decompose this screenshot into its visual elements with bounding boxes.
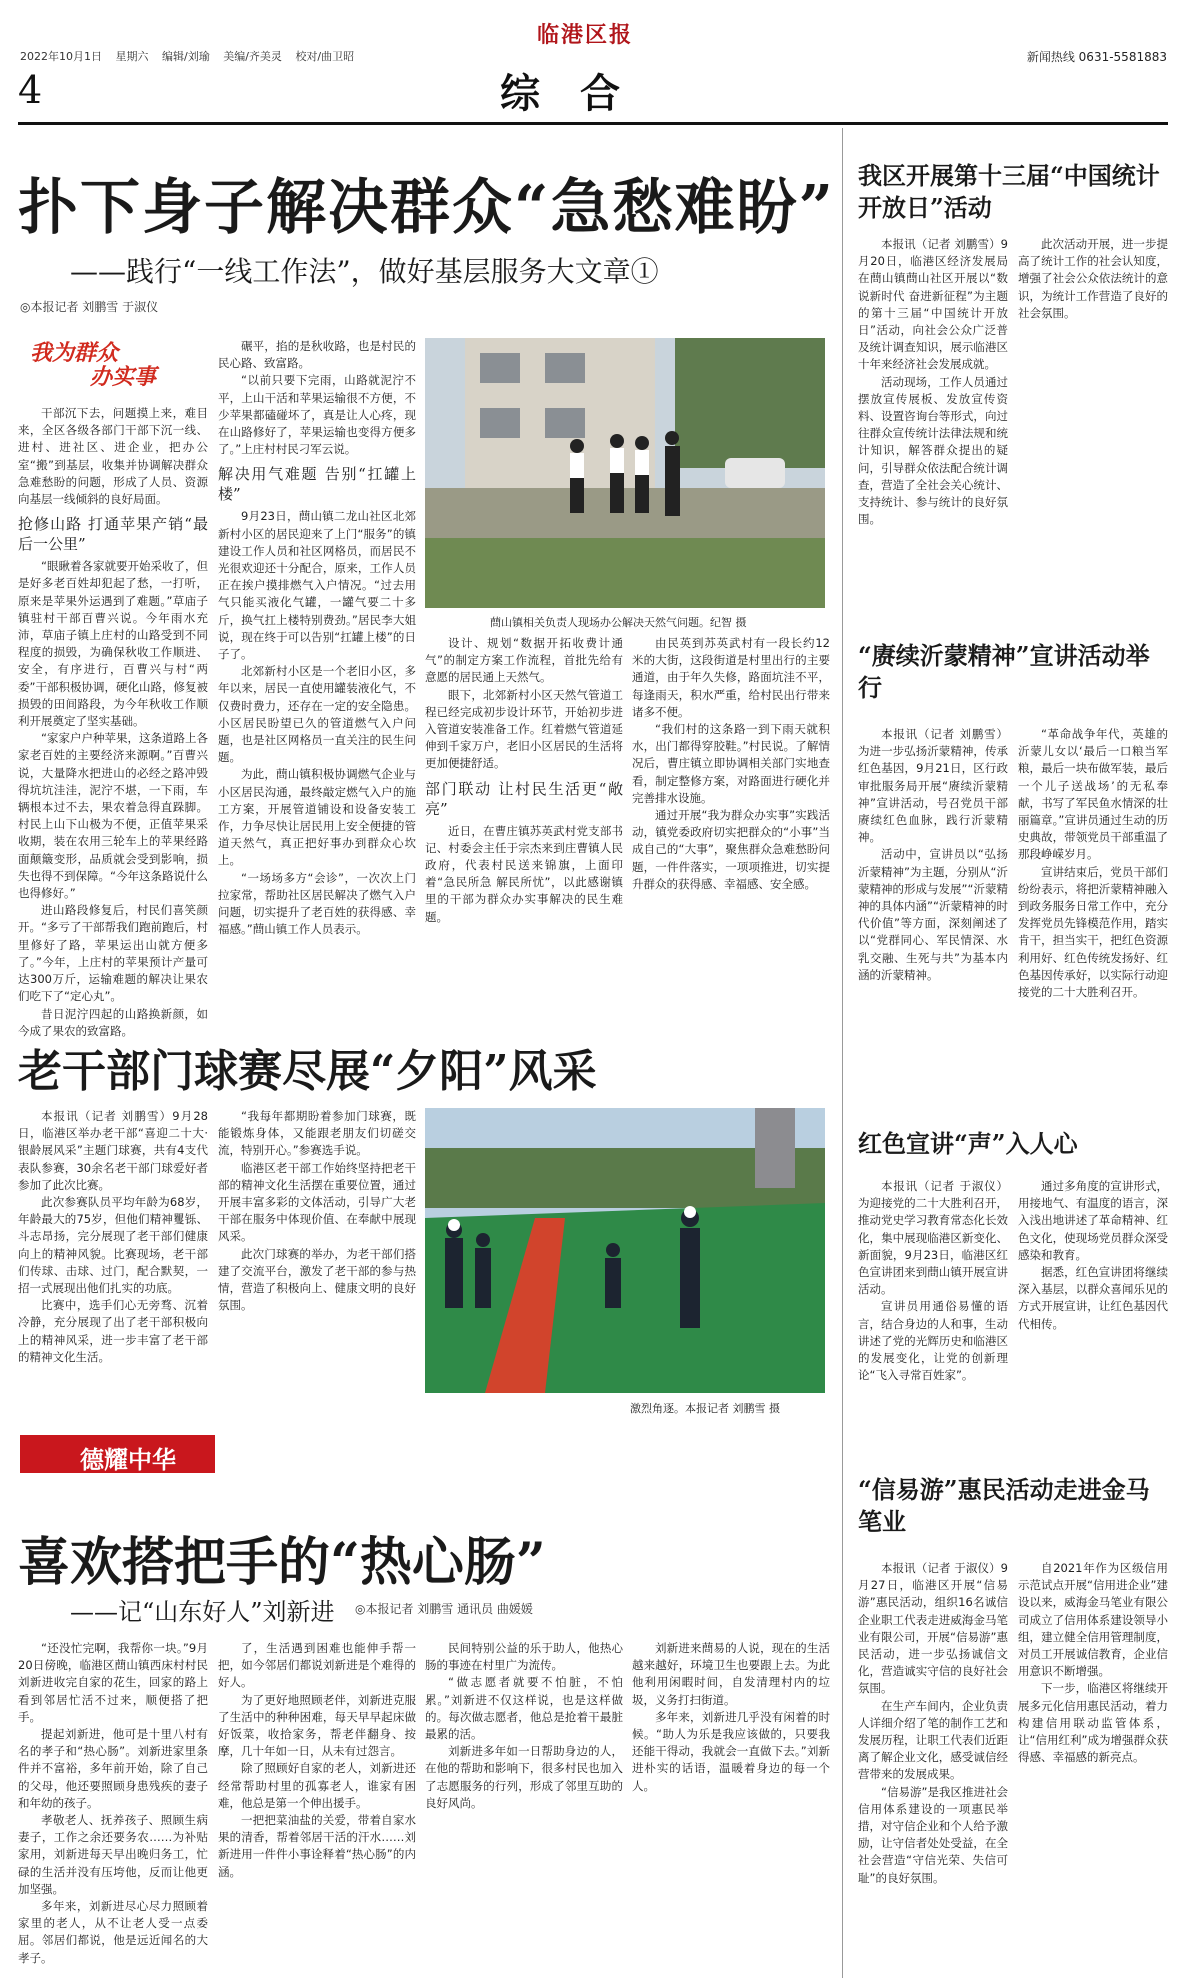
proof-credit: 校对/曲卫昭 [295,50,355,63]
lead-paragraph: 近日，在曹庄镇苏英武村党支部书记、村委会主任于宗杰来到庄曹镇人民政府，代表村民送来锦旗，上面印着“急民所急 解民所忧”，以此感谢镇里的干部为群众办实事解决的民生难题。 [425,823,623,924]
lead-photo [425,338,825,608]
sidebar-paragraph: 本报讯（记者 于淑仪）为迎接党的二十大胜利召开，推动党史学习教育常态化长效化，集中展现临港区新变化、新面貌，9月23日，临港区红色宣讲团来到蔄山镇开展宣讲活动。 [858,1179,1008,1297]
profile-column-1 [18,1640,208,1975]
gateball-paragraph: 本报讯（记者 刘鹏雪）9月28日，临港区举办老干部“喜迎二十大·银龄展风采”主题门球赛，共有4支代表队参赛，30余名老干部门球爱好者参加了此次比赛。 [18,1109,208,1192]
lead-paragraph: 碾平，掐的是秋收路，也是村民的民心路、致富路。 [218,339,416,371]
profile-paragraph: 一把把菜油盐的关爱，带着自家水果的清香，帮着邻居干活的汗水……刘新进用一件件小事诠释着“热心肠”的内涵。 [218,1813,416,1879]
news-hotline: 新闻热线 0631-5581883 [1026,50,1167,64]
profile-subheadline: ——记“山东好人”刘新进 [70,1598,335,1626]
column-divider [842,128,843,1978]
sidebar-a1-col-1 [858,236,1008,596]
issue-weekday: 星期六 [115,50,149,63]
editor-credit: 编辑/刘瑜 [162,50,210,63]
gateball-column-1 [18,1108,208,1423]
sidebar-a2-col-2 [1018,726,1168,1071]
service-tag-logo [30,336,200,388]
sidebar-paragraph: 本报讯（记者 于淑仪）9月27日，临港区开展“信易游”惠民活动，组织16名诚信企业职工代表走进威海金马笔业有限公司，开展“信易游”惠民活动，进一步弘扬诚信文化，营造诚实守信的良好社会氛围。 [858,1561,1008,1696]
tag-line-2: 办实事 [90,364,157,390]
profile-column-3 [425,1640,623,1975]
gateball-photo-caption: 激烈角逐。本报记者 刘鹏雪 摄 [630,1402,780,1415]
tag-line-1: 我为群众 [30,340,119,366]
profile-paragraph: 孝敬老人、抚养孩子、照顾生病妻子，工作之余还要务农……为补贴家用，刘新进每天早出晚归务工，忙碌的生活并没有压垮他，反而让他更加坚强。 [18,1813,208,1896]
gateball-paragraph: 临港区老干部工作始终坚持把老干部的精神文化生活摆在重要位置，通过开展丰富多彩的文体活动，引导广大老干部在服务中体现价值、在奉献中展现风采。 [218,1160,416,1244]
lead-subheadline: ——践行“一线工作法”，做好基层服务大文章① [70,255,659,288]
lead-paragraph: 进山路段修复后，村民们喜笑颜开。“多亏了干部帮我们跑前跑后，村里修好了路，苹果运出山就方便多了。”今年，上庄村的苹果预计产量可达300万斤，运输难题的解决让果农们吃下了“定心丸”。 [18,903,208,1004]
profile-paragraph: “还没忙完啊，我帮你一块。”9月20日傍晚，临港区蔄山镇西床村村民刘新进收完自家的花生，回家的路上看到邻居忙活不过来，顺便搭了把手。 [18,1641,208,1724]
lead-intro: 干部沉下去，问题摸上来，难目来，全区各级各部门干部下沉一线、进村、进社区、进企业，把办公室“搬”到基层，收集并协调解决群众急难愁盼的问题，形成了人员、资源向基层一线倾斜的良好局面。 [18,406,208,507]
sidebar-a3-col-1 [858,1178,1008,1428]
lead-column-1 [18,405,208,1038]
lead-paragraph: “我们村的这条路一到下雨天就积水，出门都得穿胶鞋。”村民说。了解情况后，曹庄镇立即协调相关部门实地查看，制定整修方案，对路面进行硬化并完善排水设施。 [632,722,830,805]
sidebar-a4-col-1 [858,1560,1008,1975]
profile-paragraph: 刘新进多年如一日帮助身边的人，在他的帮助和影响下，很多村民也加入了志愿服务的行列，形成了邻里互助的良好风尚。 [425,1744,623,1810]
sidebar-a2-col-1 [858,726,1008,1071]
sidebar-paragraph: 通过多角度的宣讲形式，用接地气、有温度的语言，深入浅出地讲述了革命精神、红色文化，使现场党员群众深受感染和教育。 [1018,1179,1168,1262]
profile-paragraph: 了，生活遇到困难也能伸手帮一把，如今邻居们都说刘新进是个难得的好人。 [218,1641,416,1690]
lead-column-3 [425,635,623,1025]
profile-paragraph: 提起刘新进，他可是十里八村有名的孝子和“热心肠”。刘新进家里条件并不富裕，多年前开始，除了自己的父母，他还要照顾身患残疾的妻子和年幼的孩子。 [18,1727,208,1810]
sidebar-paragraph: 自2021年作为区级信用示范试点开展“信用进企业”建设以来，威海金马笔业有限公司成立了信用体系建设领导小组，建立健全信用管理制度，对员工开展诚信教育，企业信用意识不断增强。 [1018,1561,1168,1679]
lead-subhead-3: 部门联动 让村民生活更“敞亮” [425,779,623,818]
gateball-paragraph: 此次门球赛的举办，为老干部们搭建了交流平台，激发了老干部的参与热情，营造了积极向上、健康文明的良好氛围。 [218,1246,416,1313]
lead-paragraph: 设计、规划“数据开拓收费计通气”的制定方案工作流程，首批先给有意愿的居民通上天然气。 [425,636,623,685]
profile-paragraph: 除了照顾好自家的老人，刘新进还经常帮助村里的孤寡老人，谁家有困难，他总是第一个伸出援手。 [218,1761,416,1810]
gateball-photo [425,1108,825,1393]
profile-paragraph: 多年来，刘新进尽心尽力照顾着家里的老人，从不让老人受一点委屈。邻居们都说，他是远近闻名的大孝子。 [18,1899,208,1965]
lead-headline: 扑下身子解决群众“急愁难盼” [18,173,836,243]
lead-column-4 [632,635,830,1025]
sidebar-paragraph: 此次活动开展，进一步提高了统计工作的社会认知度，增强了社会公众依法统计的意识，为统计工作营造了良好的社会氛围。 [1018,237,1168,320]
lead-paragraph: 北郊新村小区是一个老旧小区，多年以来，居民一直使用罐装液化气，不仅费时费力，还存在一定的安全隐患。小区居民盼望已久的管道燃气入户问题，也是社区网格员一直关注的民生问题。 [218,664,416,765]
sidebar-paragraph: 本报讯（记者 刘鹏雪）为进一步弘扬沂蒙精神，传承红色基因，9月21日，区行政审批服务局开展“赓续沂蒙精神”宣讲活动，号召党员干部赓续红色血脉，践行沂蒙精神。 [858,727,1008,845]
sidebar-paragraph: 下一步，临港区将继续开展多元化信用惠民活动，着力构建信用联动监管体系，让“信用红利”成为增强群众获得感、幸福感的新亮点。 [1018,1681,1168,1765]
lead-subhead-1: 抢修山路 打通苹果产销“最后一公里” [18,515,208,554]
page-number: 4 [18,68,43,112]
gateball-paragraph: 此次参赛队员平均年龄为68岁，年龄最大的75岁，但他们精神矍铄、斗志昂扬，完分展现了老干部们健康向上的精神风貌。比赛现场，老干部们传球、击球、过门，配合默契，一招一式展现出他们扎实的功底。 [18,1195,208,1296]
banner-text: 德耀中华 [80,1445,176,1474]
sidebar-headline-4: “信易游”惠民活动走进金马笔业 [858,1475,1150,1536]
lead-paragraph: “家家户户种苹果，这条道路上各家老百姓的主要经济来源啊。”百曹兴说，大量降水把进山的必经之路冲毁得坑坑洼洼，泥泞不堪，一下雨，车辆根本过不去，果农着急得直跺脚。村民上山下山极为不便，正值苹果采收期，装在农用三轮车上的苹果经路面颠簸变形，品质就会受到影响，损失也得不到保障。“今年这条路说什么也得修好。” [18,731,208,901]
sidebar-paragraph: 活动中，宣讲员以“弘扬沂蒙精神”为主题，分别从“沂蒙精神的形成与发展”“沂蒙精神的具体内涵”“沂蒙精神的时代价值”等方面，深刻阐述了以“党群同心、军民情深、水乳交融、生死与共”为基本内涵的沂蒙精神。 [858,847,1008,982]
sidebar-headline-1: 我区开展第十三届“中国统计开放日”活动 [858,161,1160,222]
profile-column-2 [218,1640,416,1975]
profile-paragraph: 民间特别公益的乐于助人，他热心肠的事迹在村里广为流传。 [425,1641,623,1673]
sidebar-paragraph: “革命战争年代，英雄的沂蒙儿女以‘最后一口粮当军粮，最后一块布做军装，最后一个儿子送战场’的无私奉献，书写了军民鱼水情深的壮丽篇章。”宣讲员通过生动的历史典故，带领党员干部重温了那段峥嵘岁月。 [1018,727,1168,862]
sidebar-a1-col-2 [1018,236,1168,596]
lead-column-2 [218,338,416,1025]
lead-paragraph: 为此，蔄山镇积极协调燃气企业与小区居民沟通，最终敲定燃气入户的施工方案，开展管道铺设和设备安装工作，力争尽快让居民用上安全便捷的管道天然气，真正把好事办到群众心坎上。 [218,767,416,868]
issue-date: 2022年10月1日 [20,50,102,63]
masthead-info [20,48,364,64]
sidebar-a4-col-2 [1018,1560,1168,1975]
lead-paragraph: 由民英到苏英武村有一段长约12米的大街，这段街道是村里出行的主要通道，由于年久失修，路面坑洼不平，每逢雨天，积水严重，给村民出行带来诸多不便。 [632,636,830,719]
profile-headline: 喜欢搭把手的“热心肠” [18,1532,546,1593]
lead-byline: ◎本报记者 刘鹏雪 于淑仪 [20,300,159,314]
sidebar-paragraph: 宣讲结束后，党员干部们纷纷表示，将把沂蒙精神融入到政务服务日常工作中，充分发挥党员先锋模范作用，踏实肯干，担当实干，把红色资源利用好、红色传统发扬好、红色基因传承好，以实际行动迎接党的二十大胜利召开。 [1018,864,1168,1000]
profile-paragraph: 为了更好地照顾老伴，刘新进克服了生活中的种种困难，每天早早起床做好饭菜，收拾家务，帮老伴翻身、按摩，几十年如一日，从未有过怨言。 [218,1692,416,1759]
section-title: 综合 [500,70,660,117]
sidebar-headline-2: “赓续沂蒙精神”宣讲活动举行 [858,641,1150,702]
lead-paragraph: “眼瞅着各家就要开始采收了，但是好多老百姓却犯起了愁，一打听，原来是苹果外运遇到了难题。”草庙子镇驻村干部百曹兴说。今年雨水充沛，草庙子镇上庄村的山路受到不同程度的损毁，为确保秋收工作顺进、安全，有序进行，百曹兴与村“两委”干部积极协调，硬化山路，修复被损毁的田间路段，为今年秋收工作顺利开展奠定了坚实基础。 [18,559,208,729]
lead-paragraph: “一场场多方“会诊”，一次次上门拉家常，帮助社区居民解决了燃气入户问题，切实提升了老百姓的获得感、幸福感。”蔄山镇工作人员表示。 [218,870,416,937]
designer-credit: 美编/齐美灵 [223,50,282,63]
gateball-photo-illustration [425,1108,825,1393]
gateball-column-2 [218,1108,416,1423]
lead-subhead-2: 解决用气难题 告别“扛罐上楼” [218,465,416,504]
profile-paragraph: “做志愿者就要不怕脏，不怕累。”刘新进不仅这样说，也是这样做的。每次做志愿者，他总是抢着干最脏最累的活。 [425,1675,623,1742]
lead-photo-illustration [425,338,825,608]
lead-paragraph: “以前只要下完雨，山路就泥泞不平，上山干活和苹果运输很不方便，不少苹果都磕碰坏了，真是让人心疼，现在山路修好了，苹果运输也变得方便多了。”上庄村村民刁军云说。 [218,373,416,457]
lead-paragraph: 眼下，北郊新村小区天然气管道工程已经完成初步设计环节，开始初步进入管道安装准备工作。红着燃气管道延伸到千家万户，老旧小区居民的生活将更加便捷舒适。 [425,687,623,771]
lead-paragraph: 通过开展“我为群众办实事”实践活动，镇党委政府切实把群众的“小事”当成自己的“大事”，聚焦群众急难愁盼问题，一件件落实，一项项推进，切实提升群众的获得感、幸福感、安全感。 [632,808,830,891]
profile-column-4 [632,1640,830,1975]
sidebar-paragraph: 据悉，红色宣讲团将继续深入基层，以群众喜闻乐见的方式开展宣讲，让红色基因代代相传。 [1018,1265,1168,1331]
sidebar-a3-col-2 [1018,1178,1168,1428]
lead-paragraph: 9月23日，蔄山镇二龙山社区北郊新村小区的居民迎来了上门“服务”的镇建设工作人员和社区网格员，而居民不光很欢迎还十分配合，原来，工作人员正在挨户摸排燃气入户情况。“过去用气只能买液化气罐，一罐气要二十多斤，换气扛上楼特别费劲。”居民李大姐说，现在终于可以告别“扛罐上楼”的日子了。 [218,509,416,662]
moral-china-banner [20,1435,215,1473]
sidebar-headline-3: 红色宣讲“声”入人心 [858,1129,1078,1158]
sidebar-paragraph: 宣讲员用通俗易懂的语言，结合身边的人和事，生动讲述了党的光辉历史和临港区的发展变化，让党的创新理论“飞入寻常百姓家”。 [858,1299,1008,1383]
gateball-headline: 老干部门球赛尽展“夕阳”风采 [18,1046,597,1097]
newspaper-logo: 临港区报 [537,22,634,48]
profile-paragraph: 多年来，刘新进几乎没有闲着的时候。“助人为乐是我应该做的，只要我还能干得动，我就会一直做下去。”刘新进朴实的话语，温暖着身边的每一个人。 [632,1709,830,1793]
gateball-paragraph: “我每年都期盼着参加门球赛，既能锻炼身体，又能跟老朋友们切磋交流，特别开心。”参赛选手说。 [218,1109,416,1158]
sidebar-paragraph: 活动现场，工作人员通过摆放宣传展板、发放宣传资料、设置咨询台等形式，向过往群众宣传统计法律法规和统计知识，解答群众提出的疑问，引导群众依法配合统计调查，营造了全社会关心统计、支持统计、参与统计的良好氛围。 [858,374,1008,527]
lead-paragraph: 昔日泥泞四起的山路换新颜，如今成了果农的致富路。 [18,1006,208,1038]
gateball-paragraph: 比赛中，选手们心无旁骛、沉着冷静，充分展现了出了老干部积极向上的精神风采，进一步丰富了老干部的精神文化生活。 [18,1298,208,1364]
sidebar-paragraph: 本报讯（记者 刘鹏雪）9月20日，临港区经济发展局在蔄山镇蔄山社区开展以“数说新时代 奋进新征程”为主题的第十三届“中国统计开放日”活动，向社会公众广泛普及统计调查知识，展示临港区十年来经济社会发展成就。 [858,237,1008,372]
sidebar-paragraph: “信易游”是我区推进社会信用体系建设的一项惠民举措，对守信企业和个人给予激励，让守信者处处受益，在全社会营造“守信光荣、失信可耻”的良好氛围。 [858,1784,1008,1885]
profile-paragraph: 刘新进来蔄易的人说，现在的生活越来越好，环境卫生也要跟上去。为此他利用闲暇时间，自发清理村内的垃圾，义务打扫街道。 [632,1641,830,1707]
masthead-rule [18,122,1168,125]
profile-byline: ◎本报记者 刘鹏雪 通讯员 曲媛媛 [355,1602,533,1616]
sidebar-paragraph: 在生产车间内，企业负责人详细介绍了笔的制作工艺和发展历程，让职工代表们近距离了解企业文化，感受诚信经营带来的发展成果。 [858,1698,1008,1782]
lead-photo-caption: 蔄山镇相关负责人现场办公解决天然气问题。纪智 摄 [490,616,747,629]
